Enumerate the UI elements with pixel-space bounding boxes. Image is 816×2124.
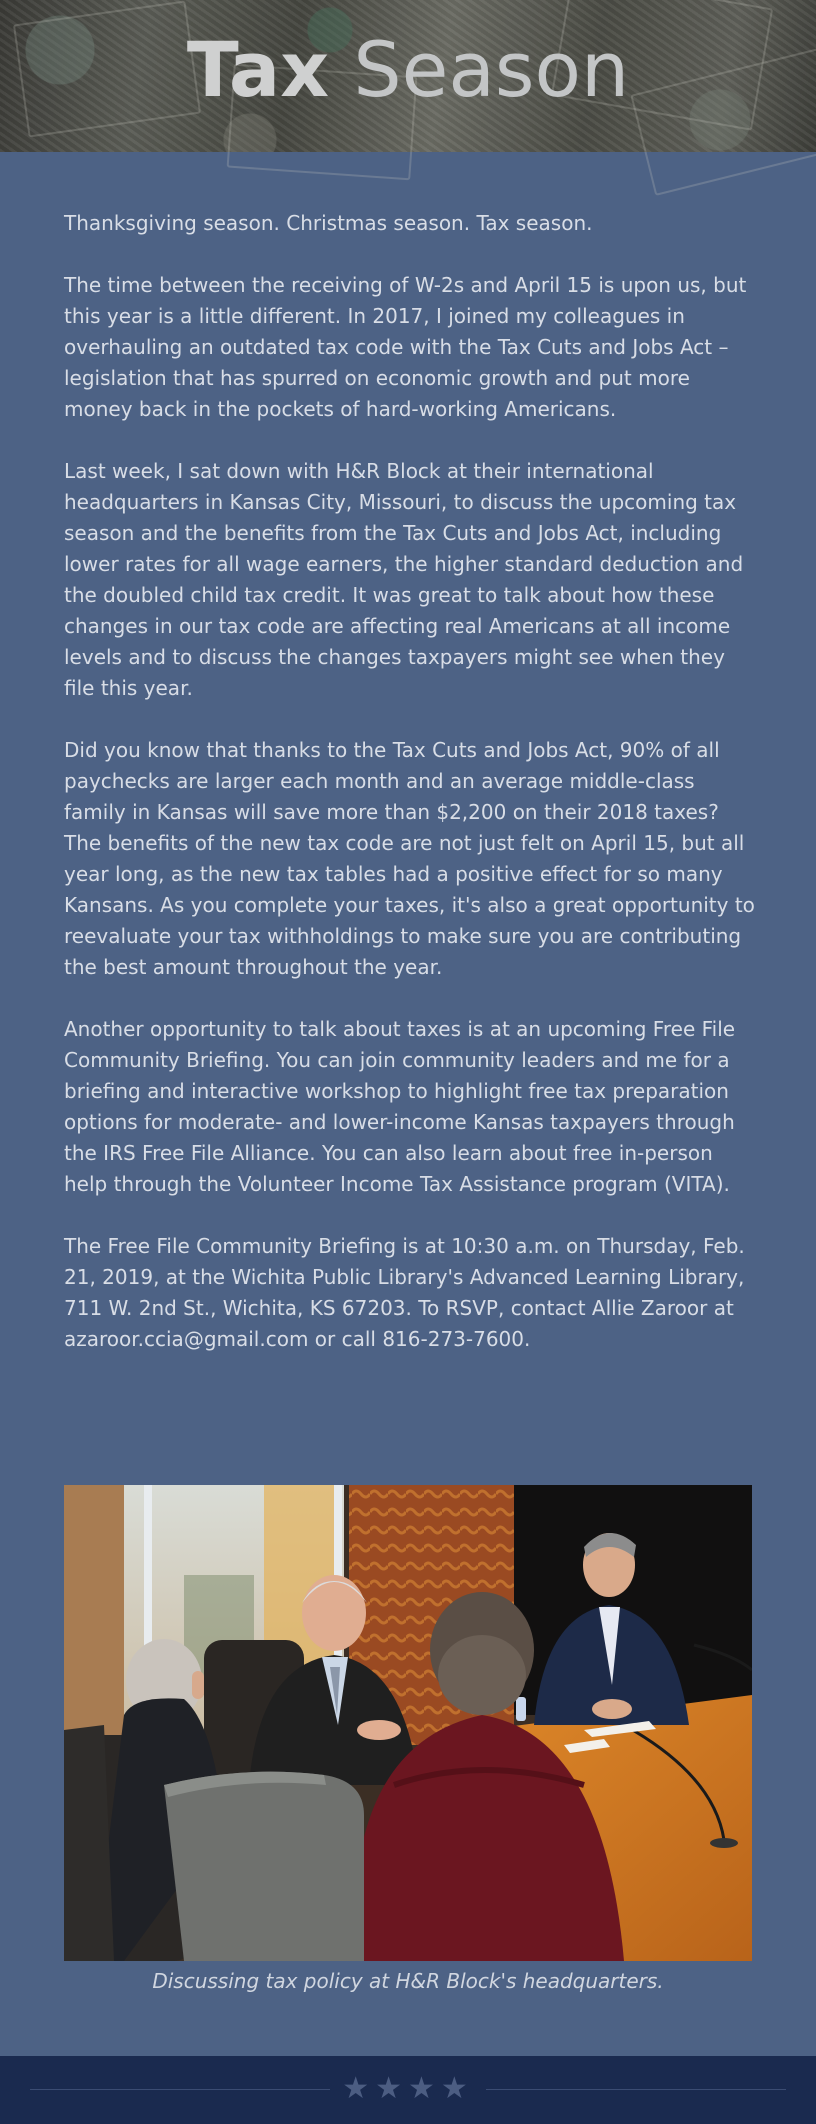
- page-title-light: Season: [353, 25, 630, 114]
- article-body: [64, 208, 756, 1386]
- paragraph-free-file-briefing: Another opportunity to talk about taxes is at an upcoming Free File Community Briefing. You can join community leaders and me for a briefing and interactive workshop to highlight free tax preparation options for moderate- and lower-income Kansas taxpayers through the IRS Free File Alliance. You can also learn about free in-person help through the Volunteer Income Tax Assistance program (VITA).: [64, 1017, 736, 1196]
- meeting-photo-illustration: [64, 1485, 752, 1961]
- footer-stars-icon: ★★★★: [342, 2071, 474, 2106]
- footer: [0, 2056, 816, 2124]
- photo-caption: Discussing tax policy at H&R Block's headquarters.: [152, 1969, 664, 1993]
- paragraph-event-details: The Free File Community Briefing is at 10:30 a.m. on Thursday, Feb. 21, 2019, at the Wichita Public Library's Advanced Learning Library, 711 W. 2nd St., Wichita, KS 67203. To RSVP, contact Allie Zaroor at azaroor.ccia@gmail.com or call 816-273-7600.: [64, 1234, 745, 1351]
- paragraph-hr-block-visit: Last week, I sat down with H&R Block at their international headquarters in Kansas City, Missouri, to discuss the upcoming tax season and the benefits from the Tax Cuts and Jobs Act, including lower rates for all wage earners, the higher standard deduction and the doubled child tax credit. It was great to talk about how these changes in our tax code are affecting real Americans at all income levels and to discuss the changes taxpayers might see when they file this year.: [64, 459, 744, 700]
- page-title-bold: Tax: [186, 25, 330, 114]
- paragraph-intro: Thanksgiving season. Christmas season. Tax season.: [64, 211, 593, 235]
- page-title: [0, 22, 816, 118]
- paragraph-paychecks: Did you know that thanks to the Tax Cuts and Jobs Act, 90% of all paychecks are larger each month and an average middle-class family in Kansas will save more than $2,200 on their 2018 taxes? The benefits of the new tax code are not just felt on April 15, but all year long, as the new tax tables had a positive effect for so many Kansans. As you complete your taxes, it's also a great opportunity to reevaluate your tax withholdings to make sure you are contributing the best amount throughout the year.: [64, 738, 755, 979]
- meeting-photo: [64, 1485, 752, 1961]
- paragraph-tax-code: The time between the receiving of W-2s and April 15 is upon us, but this year is a little different. In 2017, I joined my colleagues in overhauling an outdated tax code with the Tax Cuts and Jobs Act – legislation that has spurred on economic growth and put more money back in the pockets of hard-working Americans.: [64, 273, 747, 421]
- header-banner: [0, 0, 816, 152]
